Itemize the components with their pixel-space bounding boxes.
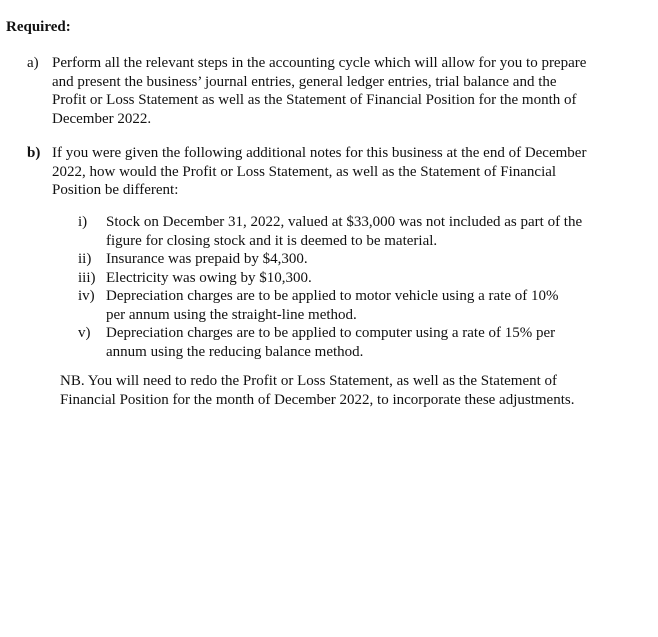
note-number: v): [78, 325, 91, 341]
question-b-line: 2022, how would the Profit or Loss Statement, as well as the Statement of Financial: [52, 163, 557, 180]
question-b-line: Position be different:: [52, 182, 179, 198]
nb-paragraph: [60, 372, 620, 409]
question-a-line: Perform all the relevant steps in the accounting cycle which will allow for you to prepare: [52, 55, 587, 71]
question-a-line: December 2022.: [52, 110, 152, 127]
nb-line: NB. You will need to redo the Profit or Loss Statement, as well as the Statement of: [60, 373, 558, 389]
note-item: [78, 324, 608, 361]
nb-line: Financial Position for the month of December 2022, to incorporate these adjustments.: [60, 391, 575, 408]
note-number: i): [78, 214, 88, 230]
question-a-line: and present the business’ journal entries, general ledger entries, trial balance and the: [52, 73, 557, 90]
note-number: ii): [78, 251, 92, 267]
note-line: per annum using the straight-line method.: [106, 306, 357, 323]
note-item: [78, 250, 608, 269]
note-number: iv): [78, 288, 95, 304]
adjustment-notes-list: [78, 213, 608, 361]
question-b-marker: b): [27, 145, 41, 161]
note-line: annum using the reducing balance method.: [106, 343, 364, 360]
note-line: Stock on December 31, 2022, valued at $33,000 was not included as part of the: [106, 214, 583, 230]
question-a-marker: a): [27, 55, 39, 71]
note-item: [78, 287, 608, 324]
question-a-text: [52, 54, 612, 128]
required-heading: Required:: [6, 19, 71, 35]
question-b-text: [52, 144, 612, 200]
question-b-line: If you were given the following additional notes for this business at the end of December: [52, 145, 587, 161]
note-line: Electricity was owing by $10,300.: [106, 269, 312, 286]
note-line: Depreciation charges are to be applied to computer using a rate of 15% per: [106, 325, 556, 341]
note-line: Depreciation charges are to be applied to motor vehicle using a rate of 10%: [106, 288, 559, 304]
note-line: Insurance was prepaid by $4,300.: [106, 251, 308, 267]
note-line: figure for closing stock and it is deemed to be material.: [106, 232, 438, 249]
note-item: [78, 213, 608, 250]
question-a-line: Profit or Loss Statement as well as the Statement of Financial Position for the month of: [52, 92, 577, 108]
note-number: iii): [78, 269, 96, 286]
note-item: [78, 269, 608, 288]
